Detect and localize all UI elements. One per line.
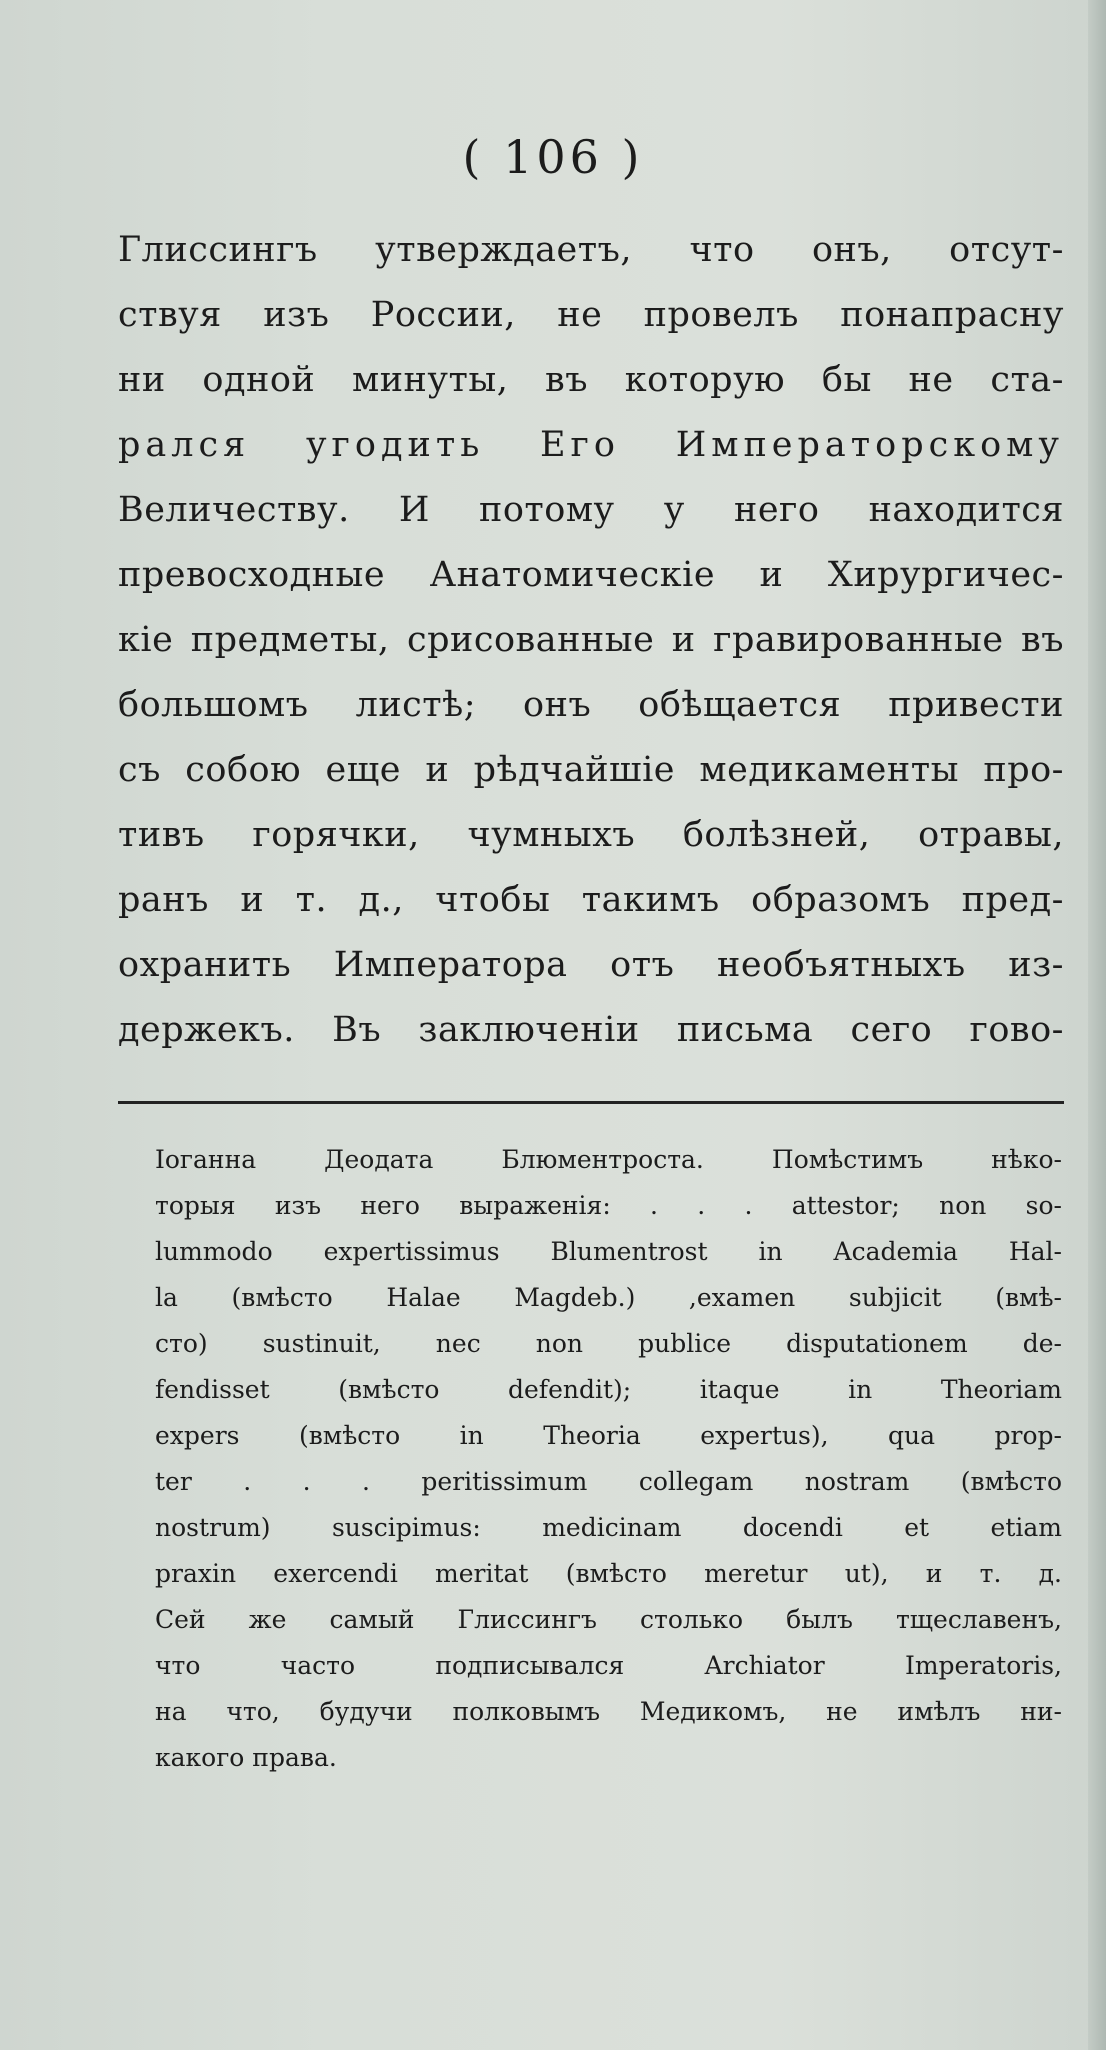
main-text-line: ни одной минуты, въ которую бы не ста- — [118, 360, 1064, 400]
main-text-block — [118, 218, 1064, 1063]
footnote-line: что часто подписывался Archiator Imperatoris, — [155, 1651, 1062, 1680]
main-text-line: Величеству. И потому у него находится — [118, 490, 1064, 530]
footnote-line: торыя изъ него выраженія: . . . attestor; non so- — [155, 1191, 1062, 1220]
footnote-line: praxin exercendi meritat (вмѣсто meretur ut), и т. д. — [155, 1559, 1062, 1588]
footnote-line: nostrum) suscipimus: medicinam docendi et etiam — [155, 1513, 1062, 1542]
footnote-line: какого права. — [155, 1743, 337, 1772]
footnote-divider — [118, 1101, 1064, 1104]
footnote-line: la (вмѣсто Halae Magdeb.) ,examen subjicit (вмѣ- — [155, 1283, 1062, 1312]
main-text-line: держекъ. Въ заключеніи письма сего гово- — [118, 1010, 1064, 1050]
main-text-line: превосходные Анатомическіе и Хирургичес- — [118, 555, 1064, 595]
footnote-line: сто) sustinuit, nec non publice disputationem de- — [155, 1329, 1062, 1358]
main-text-line: ствуя изъ России, не провелъ понапрасну — [118, 295, 1064, 335]
main-text-line: рался угодить Его Императорскому — [118, 425, 1064, 465]
footnote-line: Іоганна Деодата Блюментроста. Помѣстимъ нѣко- — [155, 1145, 1062, 1174]
main-text-line: Глиссингъ утверждаетъ, что онъ, отсут- — [118, 230, 1064, 270]
main-text-line: ранъ и т. д., чтобы такимъ образомъ пред- — [118, 880, 1064, 920]
main-text-line: кіе предметы, срисованные и гравированные въ — [118, 620, 1064, 660]
main-text-line: съ собою еще и рѣдчайшіе медикаменты про- — [118, 750, 1064, 790]
page-number: ( 106 ) — [462, 130, 644, 184]
footnote-line: Сей же самый Глиссингъ столько былъ тщеславенъ, — [155, 1605, 1062, 1634]
page-edge-shadow — [1088, 0, 1106, 2050]
main-text-line: тивъ горячки, чумныхъ болѣзней, отравы, — [118, 815, 1064, 855]
footnote-block — [155, 1137, 1062, 1781]
footnote-line: expers (вмѣсто in Theoria expertus), qua prop- — [155, 1421, 1062, 1450]
footnote-line: ter . . . peritissimum collegam nostram (вмѣсто — [155, 1467, 1062, 1496]
footnote-line: на что, будучи полковымъ Медикомъ, не имѣлъ ни- — [155, 1697, 1062, 1726]
main-text-line: охранить Императора отъ необъятныхъ из- — [118, 945, 1064, 985]
footnote-line: lummodo expertissimus Blumentrost in Academia Hal- — [155, 1237, 1062, 1266]
footnote-line: fendisset (вмѣсто defendit); itaque in Theoriam — [155, 1375, 1062, 1404]
main-text-line: большомъ листѣ; онъ обѣщается привести — [118, 685, 1064, 725]
